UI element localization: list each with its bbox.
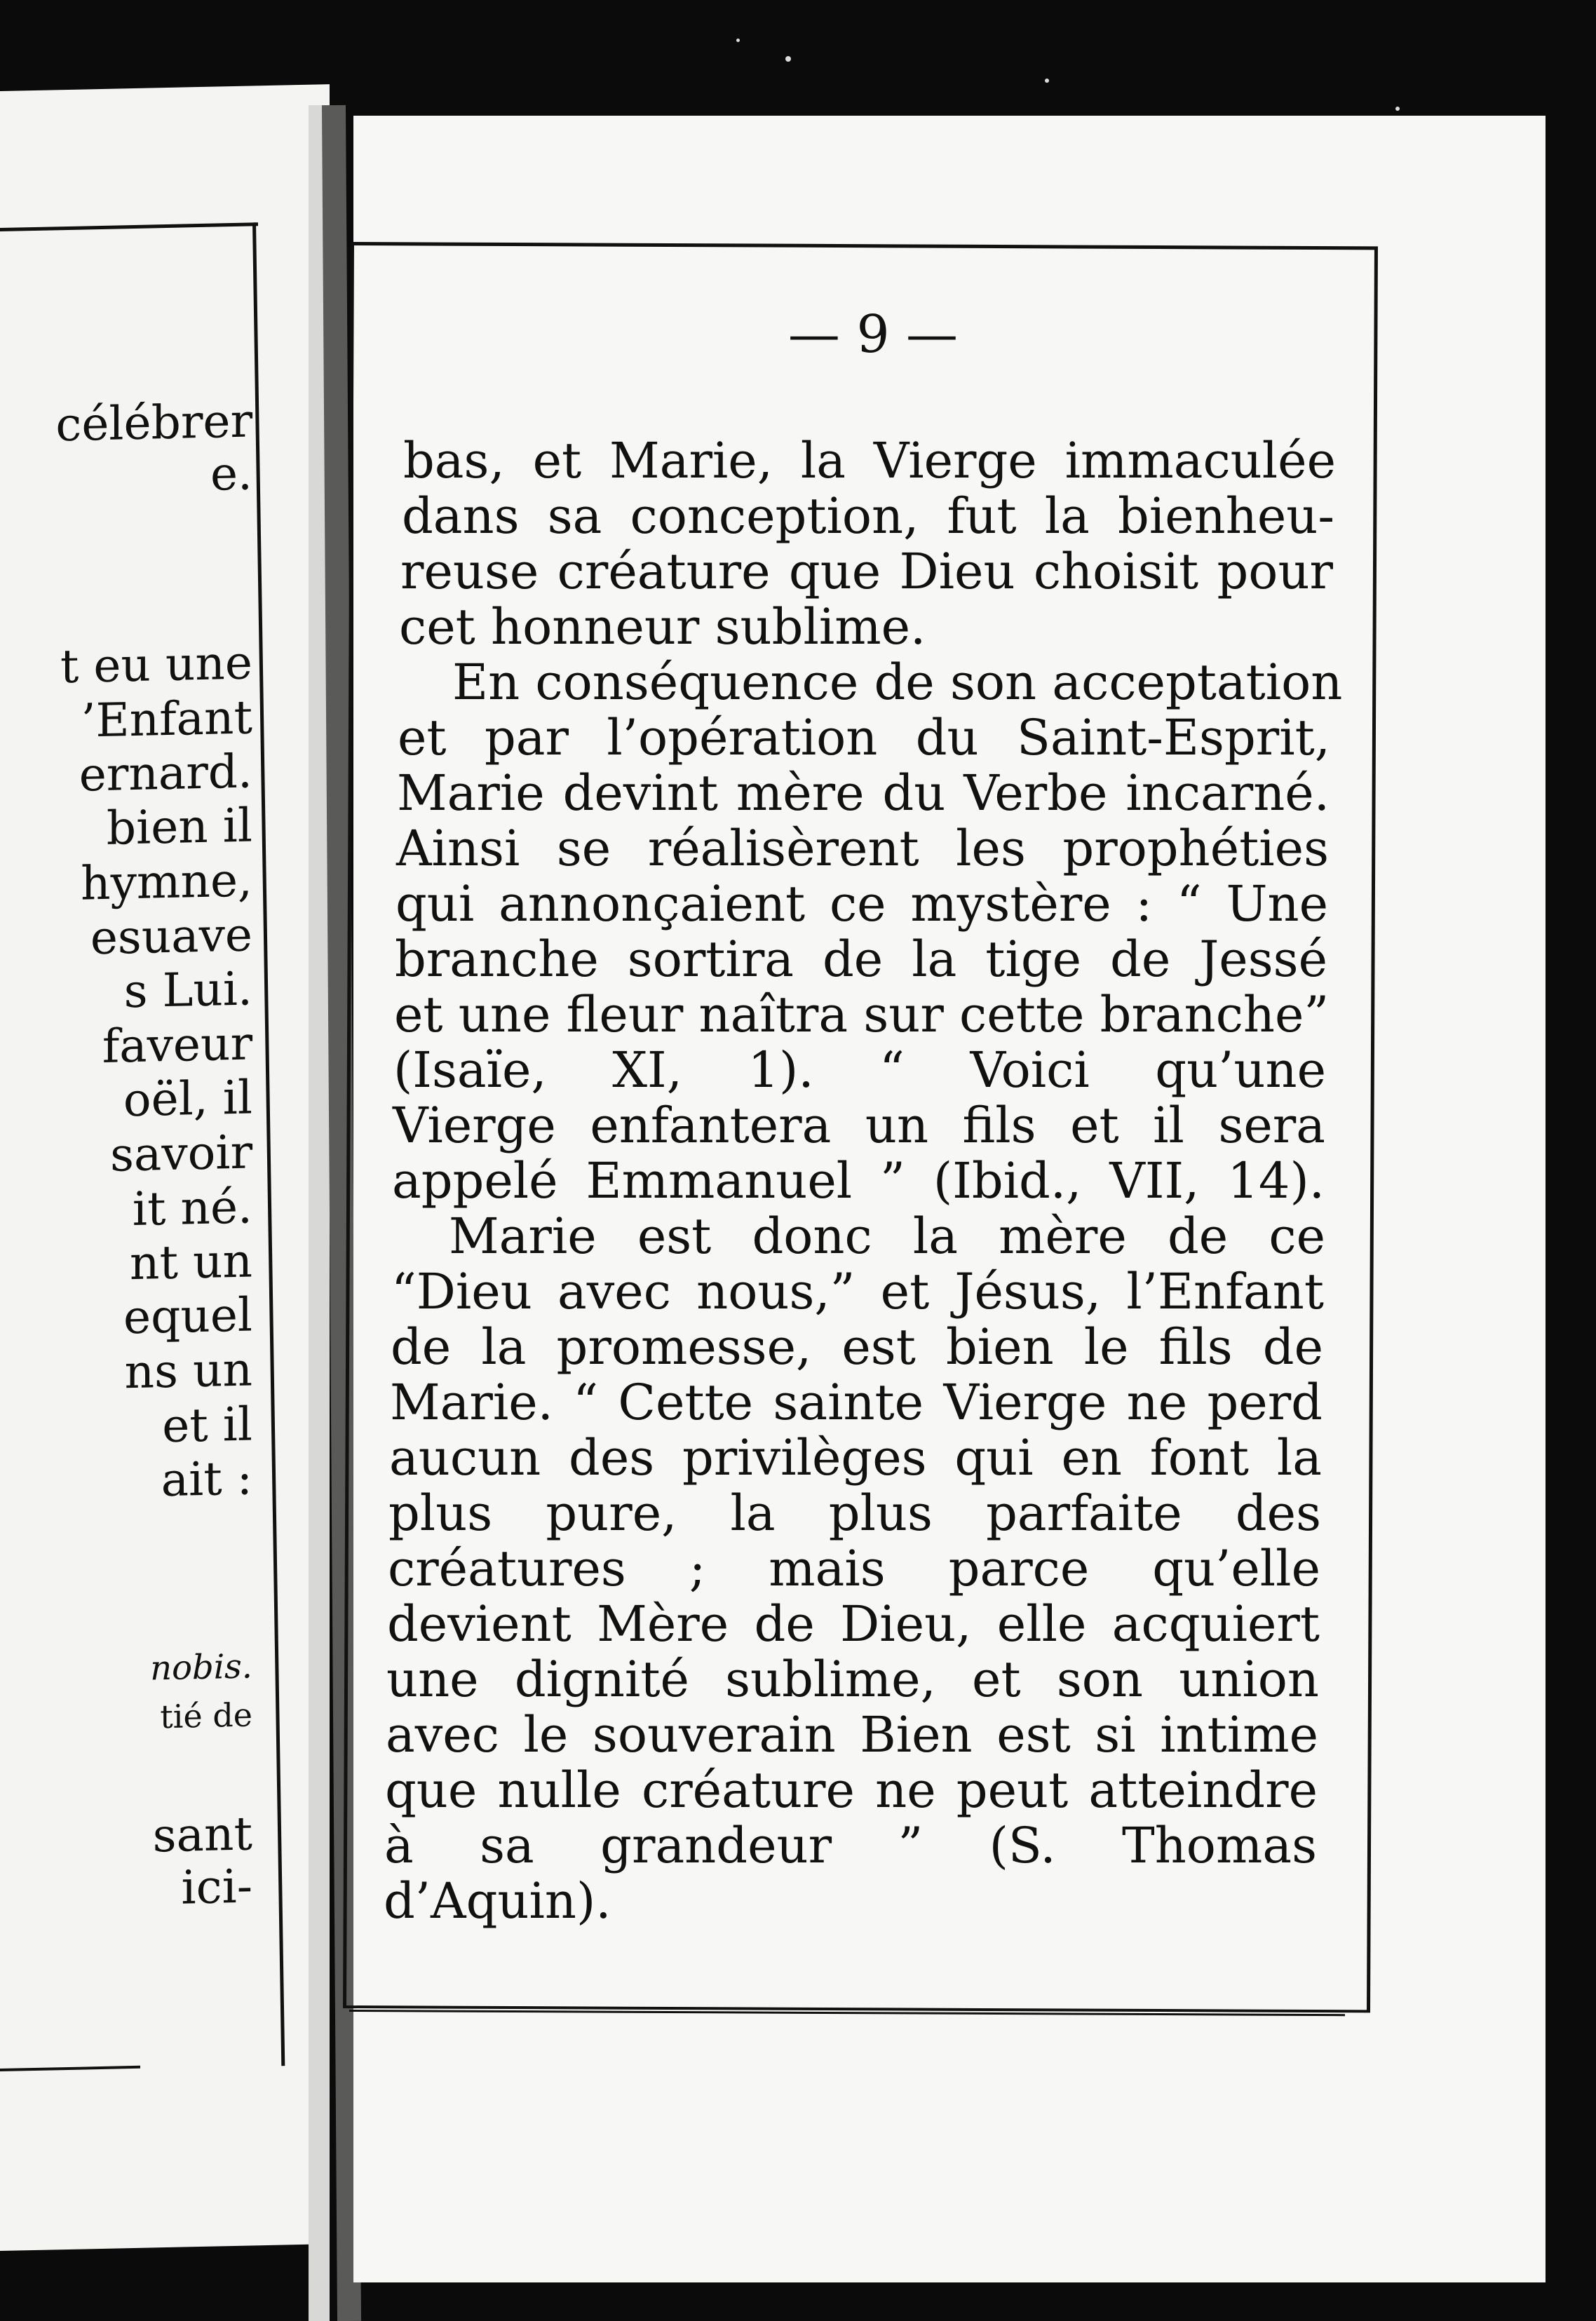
left-text-line: sant	[152, 1806, 252, 1863]
text-line: une dignité sublime, et son union	[386, 1651, 1319, 1708]
left-text-line: tié de	[160, 1696, 252, 1736]
left-page-text	[0, 86, 252, 1915]
text-line: Marie. “ Cette sainte Vierge ne perd	[390, 1374, 1323, 1431]
left-text-line: et il	[162, 1397, 252, 1454]
text-line: Marie est donc la mère de ce	[449, 1207, 1325, 1265]
left-frame-top-rule	[0, 222, 258, 231]
left-text-line: esuave	[90, 907, 252, 966]
text-line: qui annonçaient ce mystère : “ Une	[395, 875, 1328, 933]
left-text-line: célébrer	[55, 393, 252, 452]
text-line: avec le souverain Bien est si intime	[386, 1706, 1318, 1764]
text-line: d’Aquin).	[384, 1872, 611, 1930]
text-line: (Isaïe, XI, 1). “ Voici qu’une	[393, 1041, 1326, 1099]
text-line: dans sa conception, fut la bienheu-	[402, 487, 1334, 545]
dust-speck	[736, 39, 740, 42]
text-line: cet honneur sublime.	[399, 598, 926, 656]
dust-speck	[1395, 107, 1400, 111]
left-text-line: equel	[123, 1287, 252, 1345]
left-text-line: savoir	[110, 1125, 252, 1182]
text-line: Marie devint mère du Verbe incarné.	[397, 764, 1330, 822]
text-line: de la promesse, est bien le fils de	[391, 1318, 1323, 1376]
left-text-line: hymne,	[81, 853, 252, 911]
text-line: aucun des privilèges qui en font la	[389, 1429, 1322, 1487]
left-text-line: ait :	[161, 1451, 252, 1508]
text-line: branche sortira de la tige de Jessé	[395, 931, 1327, 988]
text-line: Ainsi se réalisèrent les prophéties	[396, 820, 1329, 877]
dust-speck	[785, 56, 791, 62]
left-frame-bottom-rule	[0, 2066, 140, 2071]
left-frame-right-rule	[252, 222, 285, 2066]
text-line: que nulle créature ne peut atteindre	[385, 1761, 1318, 1819]
text-line: à sa grandeur ” (S. Thomas	[384, 1817, 1317, 1874]
left-text-line: t eu une	[60, 635, 252, 694]
text-line: et par l’opération du Saint-Esprit,	[398, 709, 1330, 766]
left-text-line: oël, il	[123, 1070, 252, 1128]
text-line: bas, et Marie, la Vierge immaculée	[403, 432, 1336, 489]
left-text-line: e.	[210, 446, 252, 501]
dust-speck	[1045, 79, 1049, 83]
left-text-line: it né.	[132, 1179, 252, 1237]
left-text-line: ici-	[181, 1859, 252, 1915]
left-text-line: ernard.	[79, 744, 252, 802]
text-line: et une fleur naîtra sur cette branche”	[394, 986, 1330, 1043]
text-line: créatures ; mais parce qu’elle	[388, 1540, 1320, 1597]
text-line: devient Mère de Dieu, elle acquiert	[387, 1595, 1320, 1653]
left-text-line: faveur	[102, 1016, 252, 1074]
left-text-line: ’Enfant	[81, 690, 252, 748]
left-text-line: ns un	[124, 1342, 252, 1400]
left-text-line: nobis.	[150, 1646, 252, 1689]
left-text-line: nt un	[129, 1233, 252, 1291]
text-line: Vierge enfantera un fils et il sera	[393, 1097, 1325, 1154]
left-text-line: s Lui.	[123, 961, 252, 1019]
left-facing-page	[0, 84, 330, 2251]
page-number: — 9 —	[787, 304, 959, 365]
text-line: reuse créature que Dieu choisit pour	[400, 543, 1333, 600]
text-line: En conséquence de son acceptation	[452, 654, 1343, 711]
text-line: “Dieu avec nous,” et Jésus, l’Enfant	[391, 1263, 1324, 1320]
text-line: plus pure, la plus parfaite des	[388, 1484, 1321, 1542]
left-text-line: bien il	[106, 798, 252, 855]
text-line: appelé Emmanuel ” (Ibid., VII, 14).	[392, 1152, 1325, 1210]
